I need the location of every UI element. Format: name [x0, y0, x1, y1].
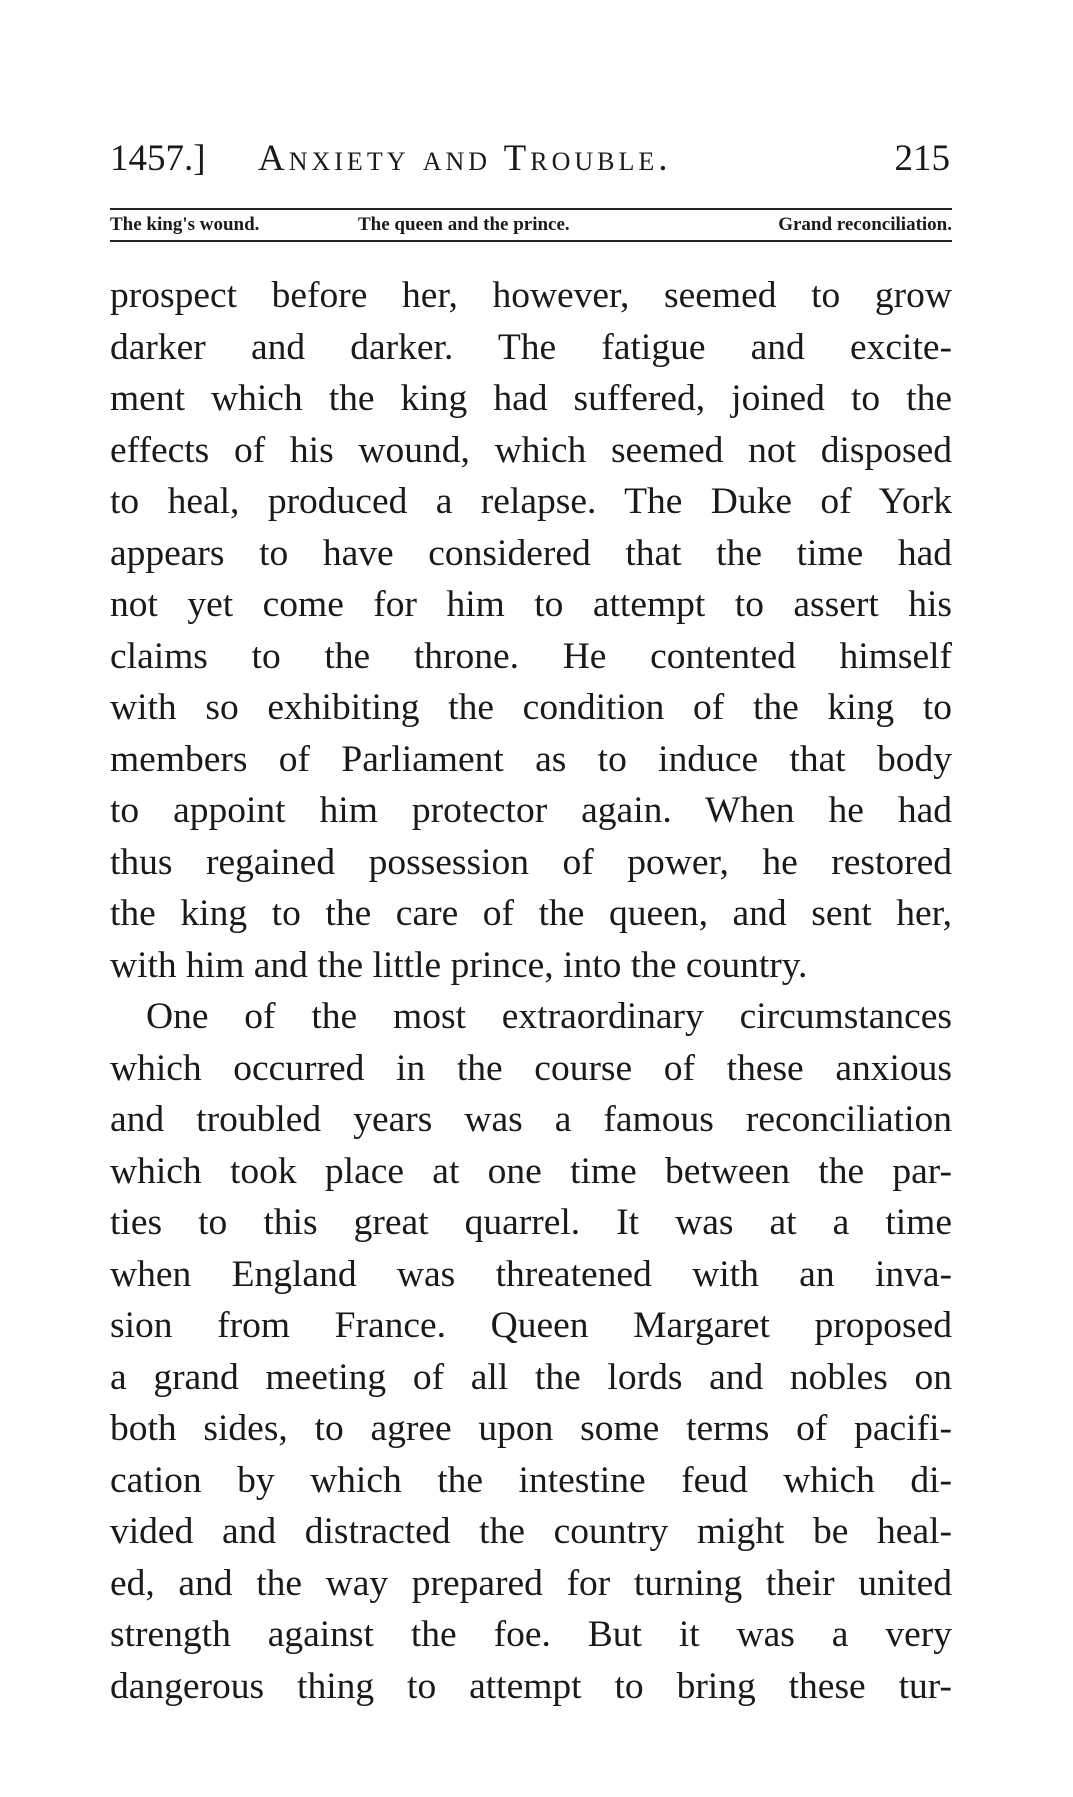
text-line: ties to this great quarrel. It was at a time [110, 1202, 952, 1243]
side-note: Grand reconciliation. [778, 214, 952, 235]
text-line: not yet come for him to attempt to assert his [110, 584, 952, 625]
text-line: appears to have considered that the time had [110, 532, 952, 574]
text-line: ed, and the way prepared for turning their united [110, 1562, 952, 1604]
text-line: thus regained possession of power, he restored [110, 841, 952, 883]
body-text [110, 270, 952, 1712]
text-line: to heal, produced a relapse. The Duke of York [110, 481, 952, 522]
text-line: a grand meeting of all the lords and nobles on [110, 1356, 952, 1398]
text-line: which took place at one time between the par- [110, 1150, 952, 1192]
text-line: claims to the throne. He contented himself [110, 635, 952, 677]
text-line: with him and the little prince, into the country. [110, 944, 808, 986]
text-line: dangerous thing to attempt to bring these tur- [110, 1665, 952, 1707]
text-line: prospect before her, however, seemed to grow [110, 275, 952, 316]
page-number: 215 [894, 138, 950, 179]
text-line: vided and distracted the country might be heal- [110, 1511, 952, 1552]
text-line: darker and darker. The fatigue and excite- [110, 326, 952, 368]
text-line: which occurred in the course of these anxious [110, 1047, 952, 1089]
text-line: and troubled years was a famous reconciliation [110, 1099, 952, 1140]
running-head [110, 134, 952, 184]
side-note: The king's wound. [110, 214, 260, 235]
text-line: the king to the care of the queen, and sent her, [110, 893, 952, 934]
running-head-title: Anxiety and Trouble. [258, 138, 672, 179]
paragraph [110, 991, 952, 1712]
side-notes-bar [110, 208, 952, 242]
text-line: cation by which the intestine feud which di- [110, 1459, 952, 1501]
text-line: One of the most extraordinary circumstances [146, 996, 952, 1037]
paragraph [110, 270, 952, 991]
running-head-year: 1457.] [110, 138, 206, 179]
text-line: members of Parliament as to induce that body [110, 738, 952, 780]
text-line: effects of his wound, which seemed not disposed [110, 429, 952, 471]
text-line: to appoint him protector again. When he had [110, 790, 952, 831]
text-line: strength against the foe. But it was a very [110, 1614, 952, 1655]
text-line: when England was threatened with an inva- [110, 1253, 952, 1295]
text-line: both sides, to agree upon some terms of pacifi- [110, 1408, 952, 1449]
text-line: ment which the king had suffered, joined to the [110, 378, 952, 419]
text-line: with so exhibiting the condition of the king to [110, 687, 952, 728]
text-line: sion from France. Queen Margaret proposed [110, 1305, 952, 1346]
side-note: The queen and the prince. [358, 214, 570, 235]
